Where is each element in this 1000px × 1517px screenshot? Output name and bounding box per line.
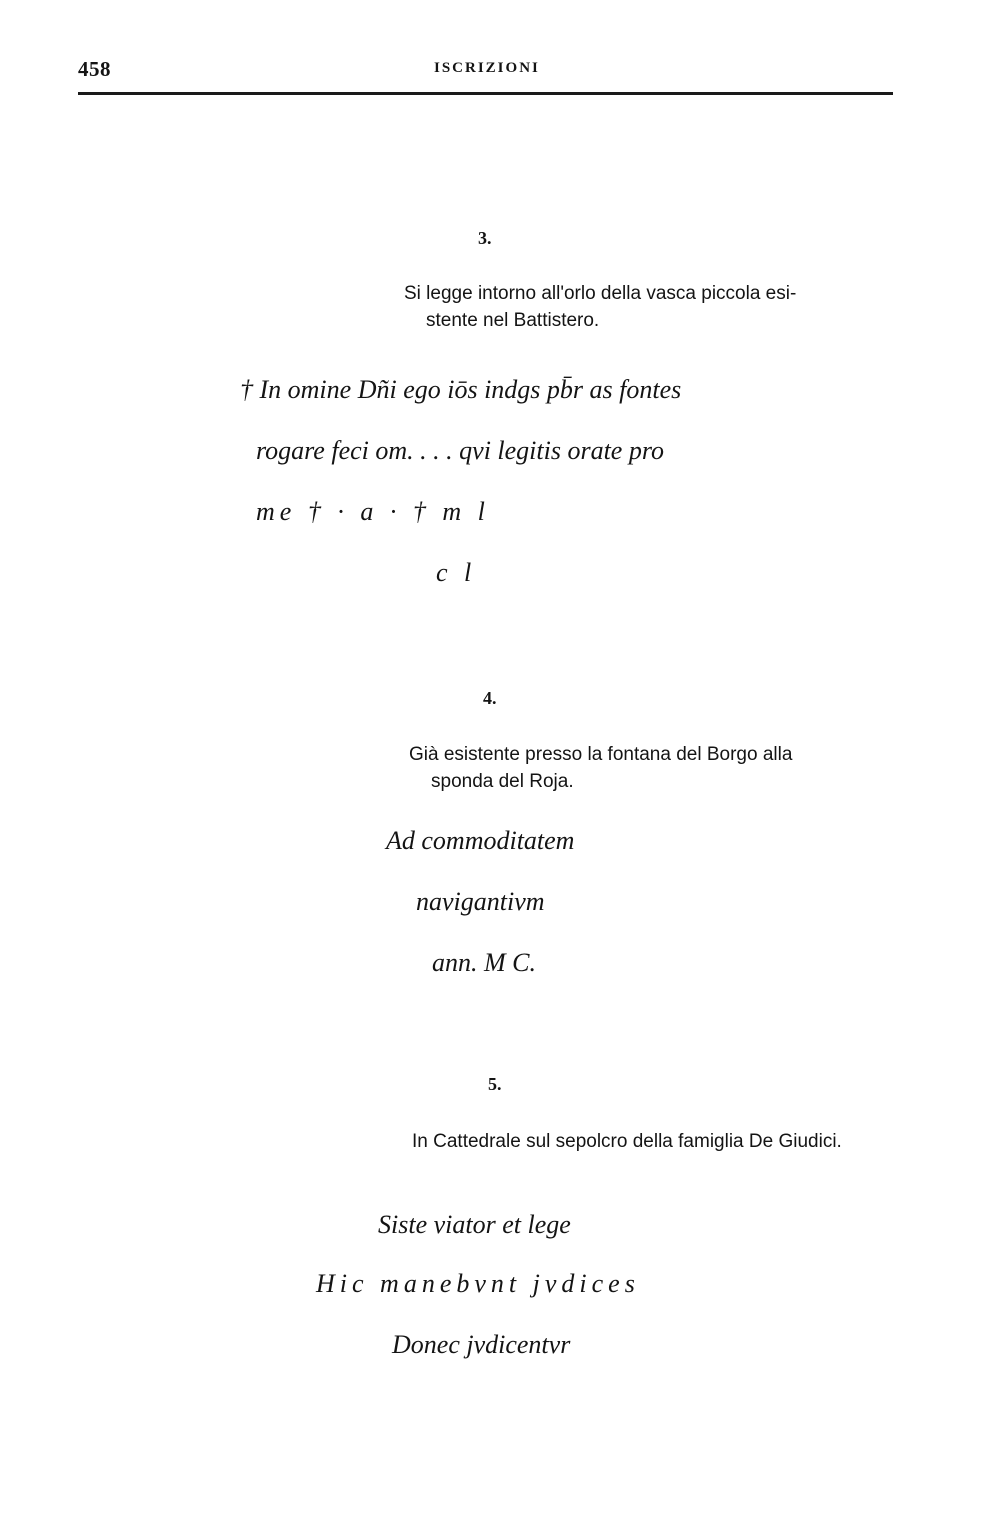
page-number: 458 [78, 57, 111, 81]
section-3-inscription-line-4: c l [436, 558, 477, 587]
section-4-description [409, 741, 899, 795]
running-title: ISCRIZIONI [434, 60, 540, 76]
section-3-number: 3. [478, 228, 492, 248]
section-4-description-line-2: sponda del Roja. [431, 771, 574, 792]
section-4-number: 4. [483, 688, 497, 708]
section-5-inscription-line-3: Donec jvdicentvr [392, 1330, 571, 1359]
section-5-description-line-1: In Cattedrale sul sepolcro della famiglia De Giudici. [412, 1131, 842, 1152]
section-5-number: 5. [488, 1074, 502, 1094]
section-3-inscription-line-1: † In omine Dñi ego iōs indgs pb̄r as fontes [240, 375, 682, 404]
section-3-description-line-1: Si legge intorno all'orlo della vasca piccola esi- [404, 283, 797, 304]
section-3-inscription-line-3: me † · a · † m l [256, 497, 490, 526]
section-5-inscription-line-2: Hic manebvnt jvdices [316, 1269, 640, 1298]
section-4-inscription-line-3: ann. M C. [432, 948, 536, 977]
section-4-inscription-line-2: navigantivm [416, 887, 545, 916]
section-5-inscription-line-1: Siste viator et lege [378, 1210, 571, 1239]
section-5-description [412, 1128, 912, 1155]
section-3-inscription-line-2: rogare feci om. . . . qvi legitis orate pro [256, 436, 665, 465]
section-3-description [404, 280, 894, 334]
section-4-description-line-1: Già esistente presso la fontana del Borgo alla [409, 744, 793, 765]
header-rule [78, 92, 893, 95]
section-3-description-line-2: stente nel Battistero. [426, 310, 600, 331]
section-4-inscription-line-1: Ad commoditatem [386, 826, 575, 855]
